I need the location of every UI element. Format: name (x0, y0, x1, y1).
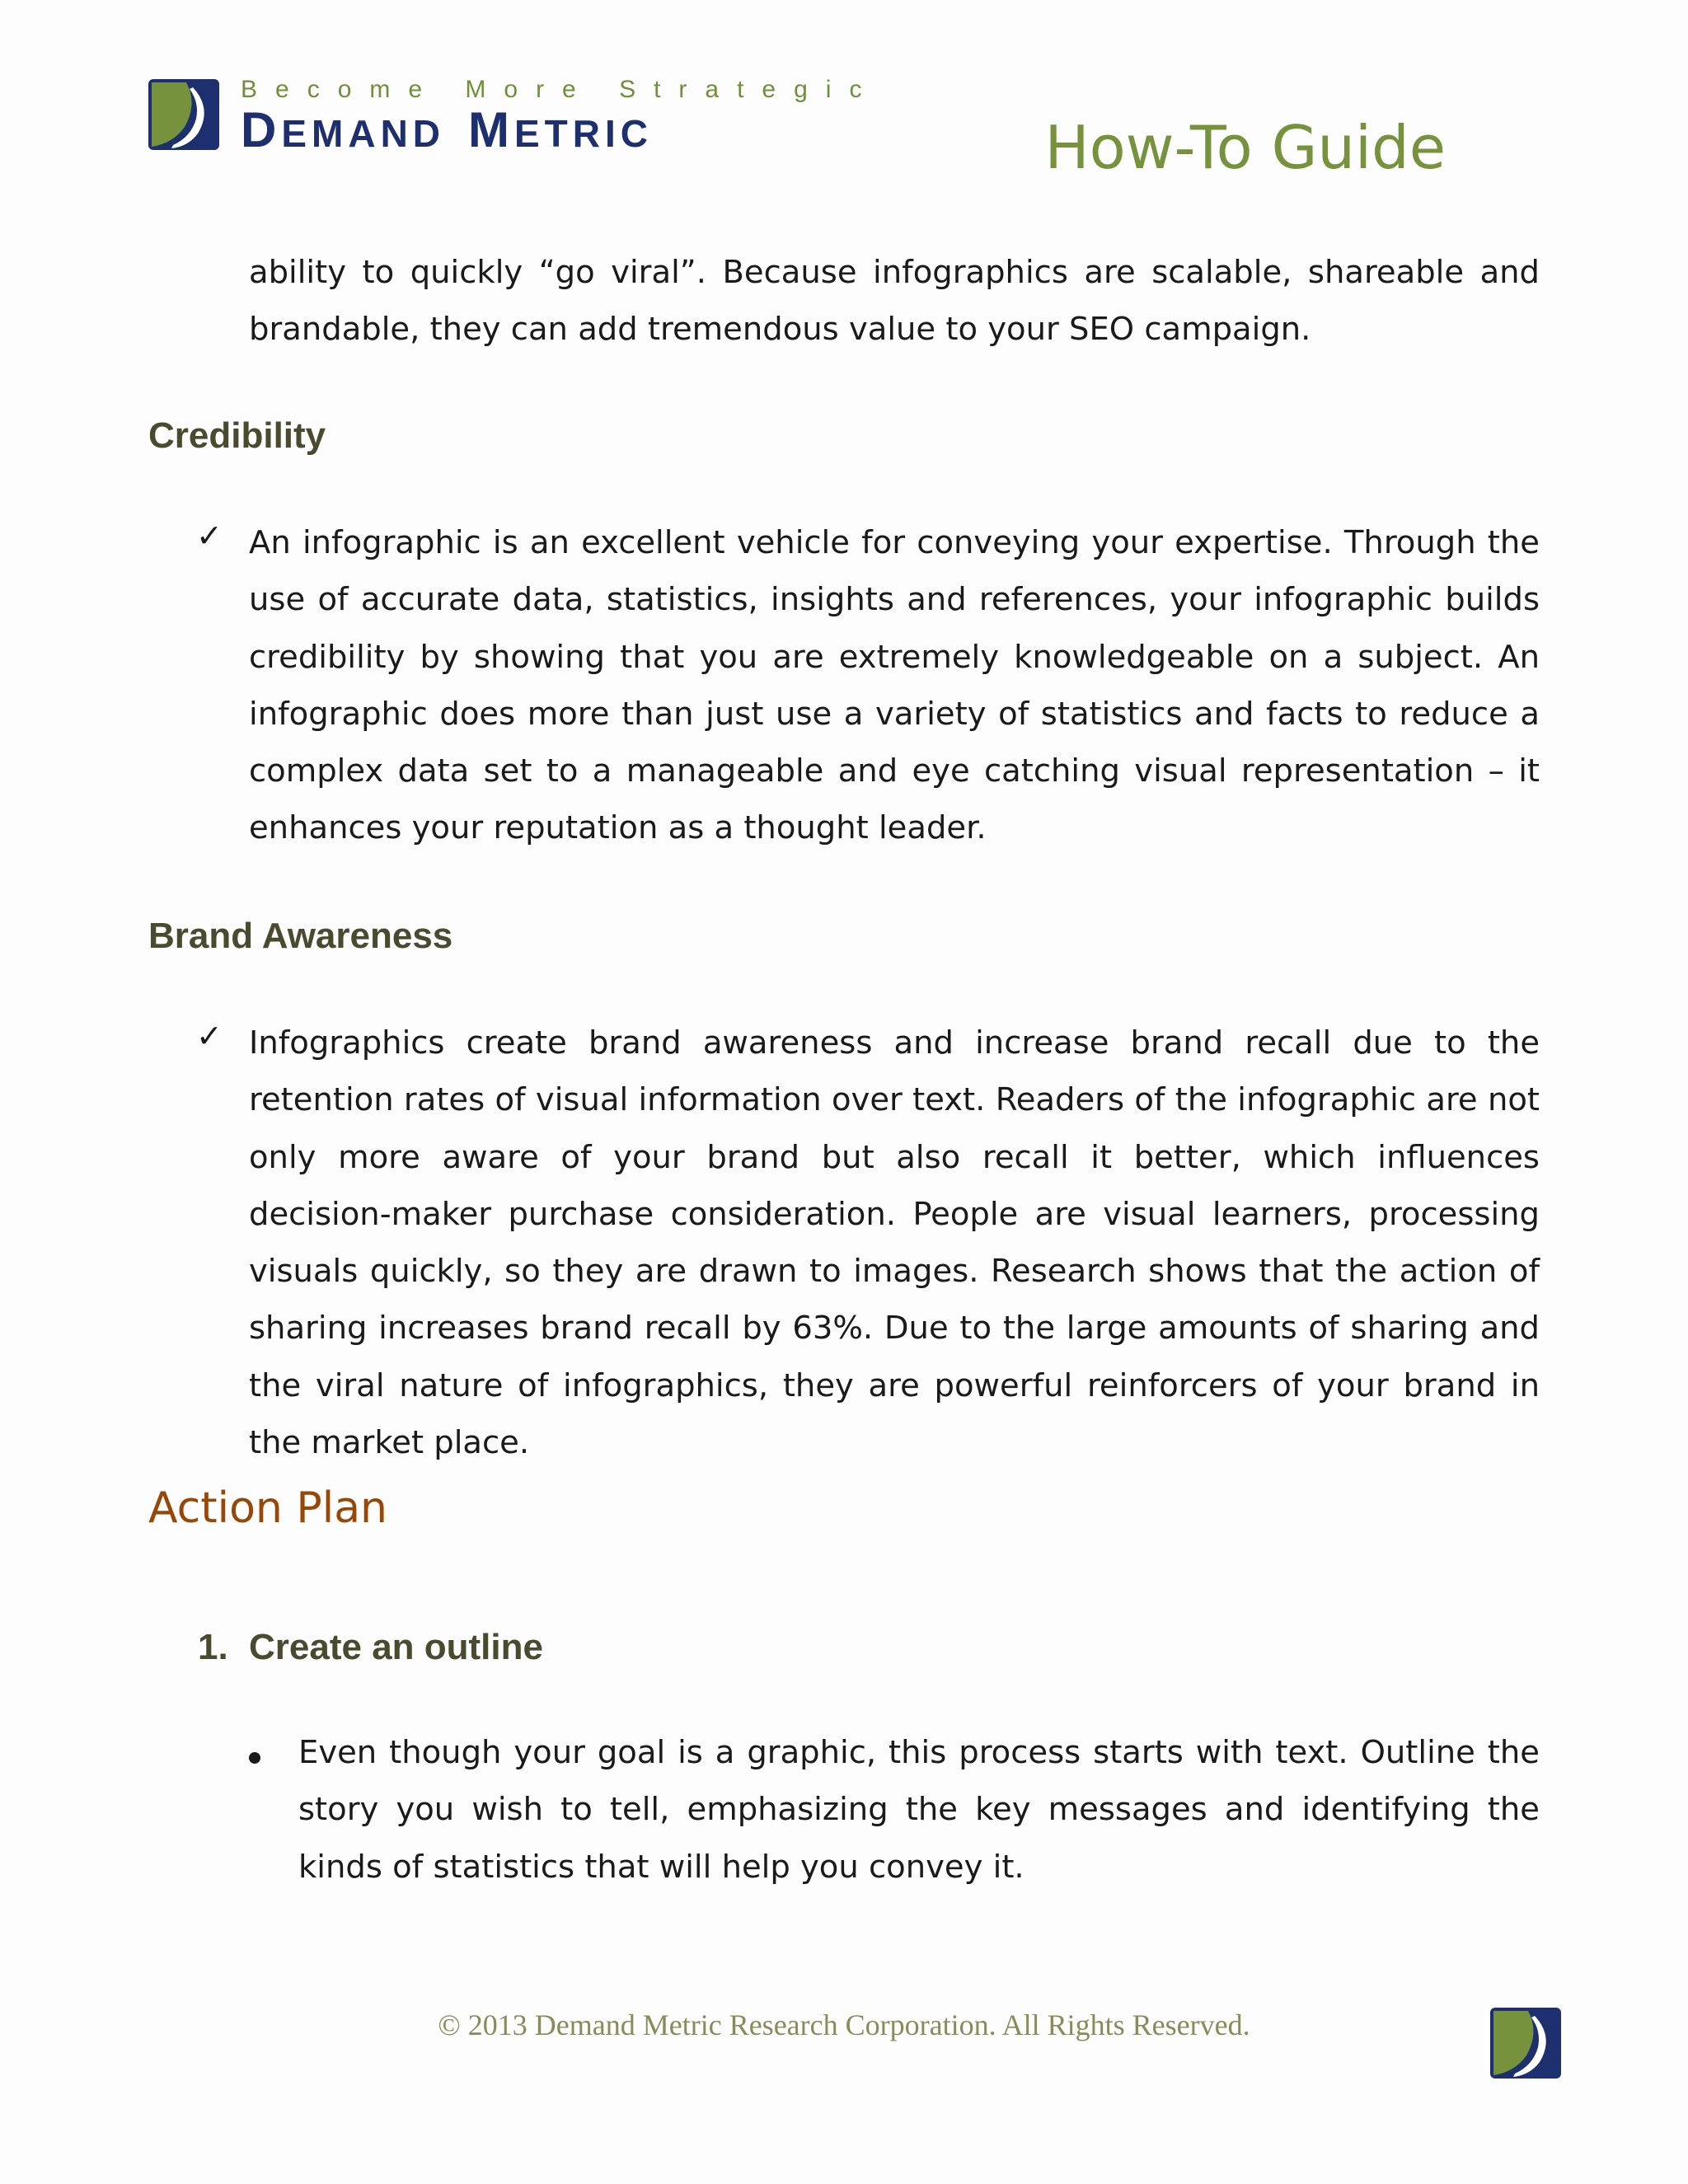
bullet-icon (249, 1752, 260, 1764)
demand-metric-logo-icon (148, 79, 219, 150)
brand-name (241, 102, 653, 157)
step-number: 1. (198, 1627, 228, 1667)
brand-tagline: Become More Strategic (241, 76, 880, 103)
step-bullet-text: Even though your goal is a graphic, this process starts with text. Outline the story you wish to tell, emphasizing the key messages and identifying the kinds of statistics that will help you convey it. (298, 1734, 1540, 1886)
step-heading (198, 1627, 543, 1668)
brand-initial-d: D (241, 102, 282, 157)
step-title: Create an outline (249, 1627, 543, 1667)
section-heading-credibility: Credibility (148, 415, 326, 456)
checkmark-icon: ✓ (196, 1018, 223, 1054)
intro-paragraph: ability to quickly “go viral”. Because infographics are scalable, shareable and brandable, they can add tremendous value to your SEO campaign. (249, 254, 1540, 349)
credibility-paragraph: An infographic is an excellent vehicle for conveying your expertise. Through the use of accurate data, statistics, insights and references, your infographic builds credibility by showing that you are extremely knowledgeable on a subject. An infographic does more than just use a variety of statistics and facts to reduce a complex data set to a manageable and eye catching visual representation – it enhances your reputation as a thought leader. (249, 524, 1540, 847)
brand-word-rest: ETRIC (514, 112, 653, 155)
demand-metric-logo-icon (1490, 2008, 1561, 2079)
action-plan-heading: Action Plan (148, 1483, 388, 1533)
brand-initial-m: M (468, 102, 514, 157)
brand-awareness-paragraph: Infographics create brand awareness and increase brand recall due to the retention rates of visual information over text. Readers of the infographic are not only more aware of your brand but also recall it better, which influences decision-maker purchase consideration. People are visual learners, processing visuals quickly, so they are drawn to images. Research shows that the action of sharing increases brand recall by 63%. Due to the large amounts of sharing and the viral nature of infographics, they are powerful reinforcers of your brand in the market place. (249, 1024, 1540, 1462)
document-type-title: How-To Guide (1044, 113, 1446, 182)
section-heading-brand-awareness: Brand Awareness (148, 916, 453, 956)
brand-word-rest: EMAND (281, 112, 446, 155)
checkmark-icon: ✓ (196, 518, 223, 554)
footer-copyright: © 2013 Demand Metric Research Corporation. All Rights Reserved. (438, 2008, 1250, 2041)
